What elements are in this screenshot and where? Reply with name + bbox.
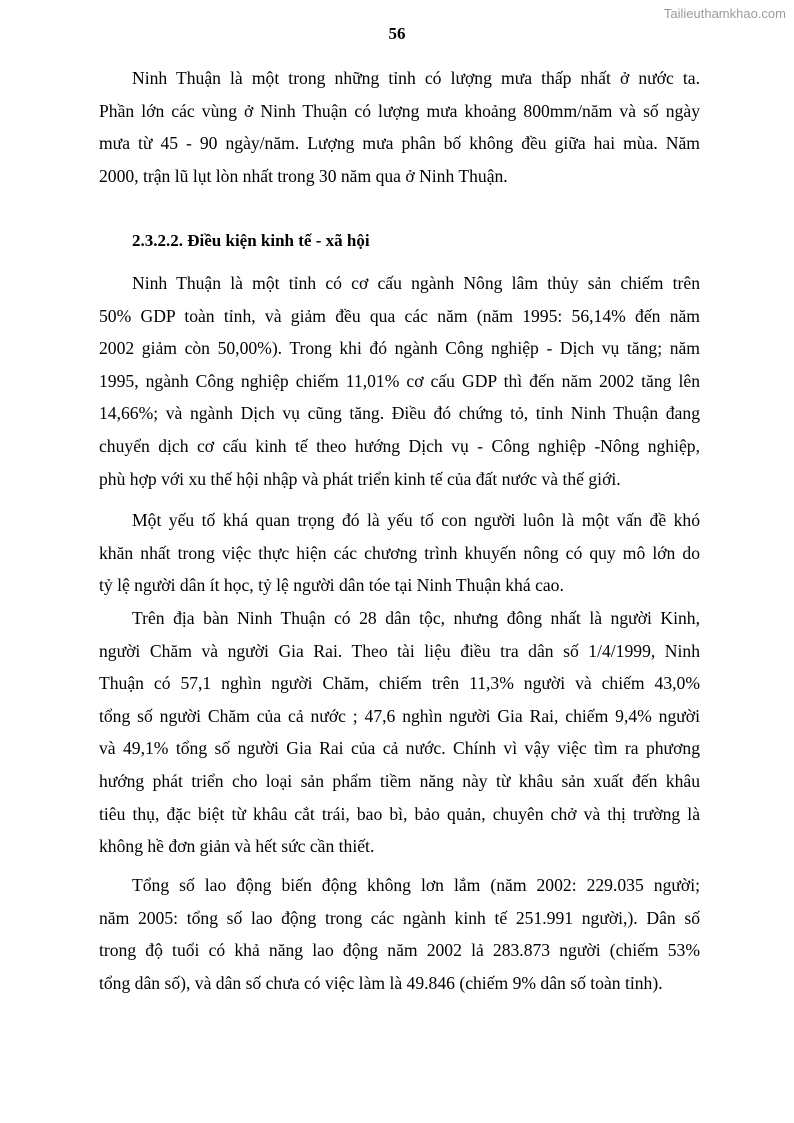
text-line: mưa từ 45 - 90 ngày/năm. Lượng mưa phân bố không đều giữa hai mùa. Năm: [99, 133, 700, 154]
paragraph-human-factor: [99, 504, 700, 602]
text-line: khăn nhất trong việc thực hiện các chương trình khuyến nông có quy mô lớn do: [99, 542, 700, 563]
paragraph-labor: [99, 869, 700, 999]
text-line: 2000, trận lũ lụt lòn nhất trong 30 năm qua ở Ninh Thuận.: [99, 165, 508, 186]
text-line: người Chăm và người Gia Rai. Theo tài liệu điều tra dân số 1/4/1999, Ninh: [99, 640, 700, 661]
text-line: Ninh Thuận là một tỉnh có cơ cấu ngành Nông lâm thủy sản chiếm trên: [132, 273, 700, 293]
text-line: Thuận có 57,1 nghìn người Chăm, chiếm trên 11,3% người và chiếm 43,0%: [99, 673, 700, 694]
text-line: phù hợp với xu thế hội nhập và phát triển kinh tế của đất nước và thế giới.: [99, 468, 621, 489]
text-line: Ninh Thuận là một trong những tỉnh có lượng mưa thấp nhất ở nước ta.: [132, 68, 700, 88]
text-line: 50% GDP toàn tỉnh, và giảm đều qua các năm (năm 1995: 56,14% đến năm: [99, 305, 700, 326]
text-line: 14,66%; và ngành Dịch vụ cũng tăng. Điều đó chứng tỏ, tỉnh Ninh Thuận đang: [99, 403, 700, 424]
paragraph-rainfall: [99, 62, 700, 192]
text-line: hướng phát triển cho loại sản phẩm tiềm năng này từ khâu sản xuất đến khâu: [99, 770, 700, 791]
paragraph-ethnic-groups: [99, 602, 700, 863]
text-line: năm 2005: tổng số lao động trong các ngành kinh tế 251.991 người,). Dân số: [99, 907, 700, 928]
text-line: chuyển dịch cơ cấu kinh tế theo hướng Dịch vụ - Công nghiệp -Nông nghiệp,: [99, 435, 700, 456]
paragraph-economy: [99, 267, 700, 495]
text-line: 2002 giảm còn 50,00%). Trong khi đó ngành Công nghiệp - Dịch vụ tăng; năm: [99, 338, 700, 359]
text-line: và 49,1% tổng số người Gia Rai của cả nước. Chính vì vậy việc tìm ra phương: [99, 738, 700, 759]
text-line: Phần lớn các vùng ở Ninh Thuận có lượng mưa khoảng 800mm/năm và số ngày: [99, 100, 700, 121]
text-line: Trên địa bàn Ninh Thuận có 28 dân tộc, nhưng đông nhất là người Kinh,: [132, 608, 700, 628]
text-line: tiêu thụ, đặc biệt từ khâu cắt trái, bao bì, bảo quản, chuyên chở và thị trường là: [99, 803, 700, 824]
text-line: tỷ lệ người dân ít học, tỷ lệ người dân tóe tại Ninh Thuận khá cao.: [99, 575, 564, 596]
text-line: 1995, ngành Công nghiệp chiếm 11,01% cơ cấu GDP thì đến năm 2002 tăng lên: [99, 370, 700, 391]
text-line: không hề đơn giản và hết sức cần thiết.: [99, 836, 375, 857]
text-line: trong độ tuổi có khả năng lao động năm 2002 lả 283.873 người (chiếm 53%: [99, 940, 700, 961]
text-line: tổng số người Chăm của cả nước ; 47,6 nghìn người Gia Rai, chiếm 9,4% người: [99, 705, 700, 726]
section-heading: 2.3.2.2. Điều kiện kinh tế - xã hội: [132, 231, 370, 250]
page-number: 56: [388, 24, 406, 43]
text-line: tổng dân số), và dân số chưa có việc làm là 49.846 (chiếm 9% dân số toàn tỉnh).: [99, 972, 663, 993]
text-line: Một yếu tố khá quan trọng đó là yếu tố con người luôn là một vấn đề khó: [132, 510, 700, 530]
watermark: Tailieuthamkhao.com: [663, 6, 786, 21]
text-line: Tổng số lao động biến động không lơn lắm (năm 2002: 229.035 người;: [132, 875, 700, 895]
